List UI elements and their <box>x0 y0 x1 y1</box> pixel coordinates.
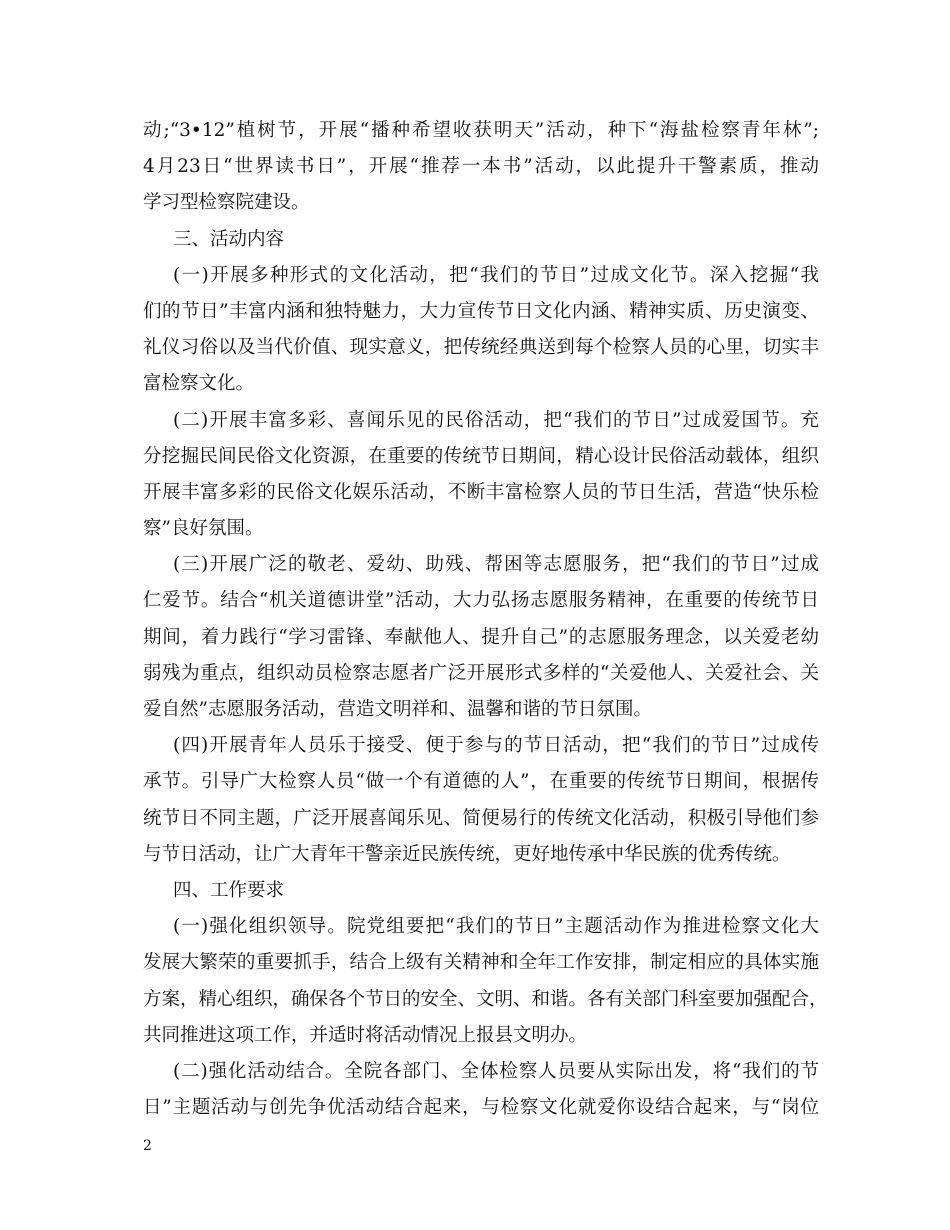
text-line: 分挖掘民间民俗文化资源，在重要的传统节日期间，精心设计民俗活动载体，组织 <box>143 445 819 467</box>
text-line: 4月23日“世界读书日”，开展“推荐一本书”活动，以此提升干警素质，推动 <box>143 156 819 178</box>
text-line: 发展大繁荣的重要抓手，结合上级有关精神和全年工作安排，制定相应的具体实施 <box>143 952 819 974</box>
text-line: (三)开展广泛的敬老、爱幼、助残、帮困等志愿服务，把“我们的节日”过成 <box>173 554 819 576</box>
text-line: 共同推进这项工作，并适时将活动情况上报县文明办。 <box>143 1024 588 1046</box>
text-line: 礼仪习俗以及当代价值、现实意义，把传统经典送到每个检察人员的心里，切实丰 <box>143 337 819 359</box>
text-line: (一)开展多种形式的文化活动，把“我们的节日”过成文化节。深入挖掘“我 <box>173 264 819 286</box>
text-line: 开展丰富多彩的民俗文化娱乐活动，不断丰富检察人员的节日生活，营造“快乐检 <box>143 481 819 503</box>
text-line: 察”良好氛围。 <box>143 518 264 540</box>
text-line: 日”主题活动与创先争优活动结合起来，与检察文化就爱你设结合起来，与“岗位 <box>143 1097 819 1119</box>
text-line: 爱自然”志愿服务活动，营造文明祥和、温馨和谐的节日氛围。 <box>143 699 652 720</box>
document-body <box>143 113 828 1126</box>
text-line: 学习型检察院建设。 <box>143 192 310 214</box>
text-line: 弱残为重点，组织动员检察志愿者广泛开展形式多样的“关爱他人、关爱社会、关 <box>143 662 819 684</box>
section-heading: 四、工作要求 <box>173 879 285 901</box>
text-line: 富检察文化。 <box>143 373 255 395</box>
text-line: 与节日活动，让广大青年干警亲近民族传统，更好地传承中华民族的优秀传统。 <box>143 843 791 865</box>
text-line: 动;“3•12”植树节，开展“播种希望收获明天”活动，种下“海盐检察青年林”; <box>143 120 819 141</box>
text-line: (二)强化活动结合。全院各部门、全体检察人员要从实际出发，将“我们的节 <box>173 1060 819 1082</box>
text-line: 方案，精心组织，确保各个节日的安全、文明、和谐。各有关部门科室要加强配合， <box>143 988 828 1010</box>
text-line: 期间，着力践行“学习雷锋、奉献他人、提升自己”的志愿服务理念，以关爱老幼 <box>143 626 819 648</box>
text-line: 承节。引导广大检察人员“做一个有道德的人”，在重要的传统节日期间，根据传 <box>143 771 819 793</box>
section-heading: 三、活动内容 <box>173 228 285 250</box>
text-line: 统节日不同主题，广泛开展喜闻乐见、简便易行的传统文化活动，积极引导他们参 <box>143 807 819 829</box>
page-number: 2 <box>143 1138 152 1154</box>
text-line: (二)开展丰富多彩、喜闻乐见的民俗活动，把“我们的节日”过成爱国节。充 <box>173 409 819 431</box>
text-line: 们的节日”丰富内涵和独特魅力，大力宣传节日文化内涵、精神实质、历史演变、 <box>143 300 819 322</box>
text-line: (四)开展青年人员乐于接受、便于参与的节日活动，把“我们的节日”过成传 <box>173 735 819 757</box>
text-line: (一)强化组织领导。院党组要把“我们的节日”主题活动作为推进检察文化大 <box>173 916 819 938</box>
text-line: 仁爱节。结合“机关道德讲堂”活动，大力弘扬志愿服务精神，在重要的传统节日 <box>143 590 819 612</box>
